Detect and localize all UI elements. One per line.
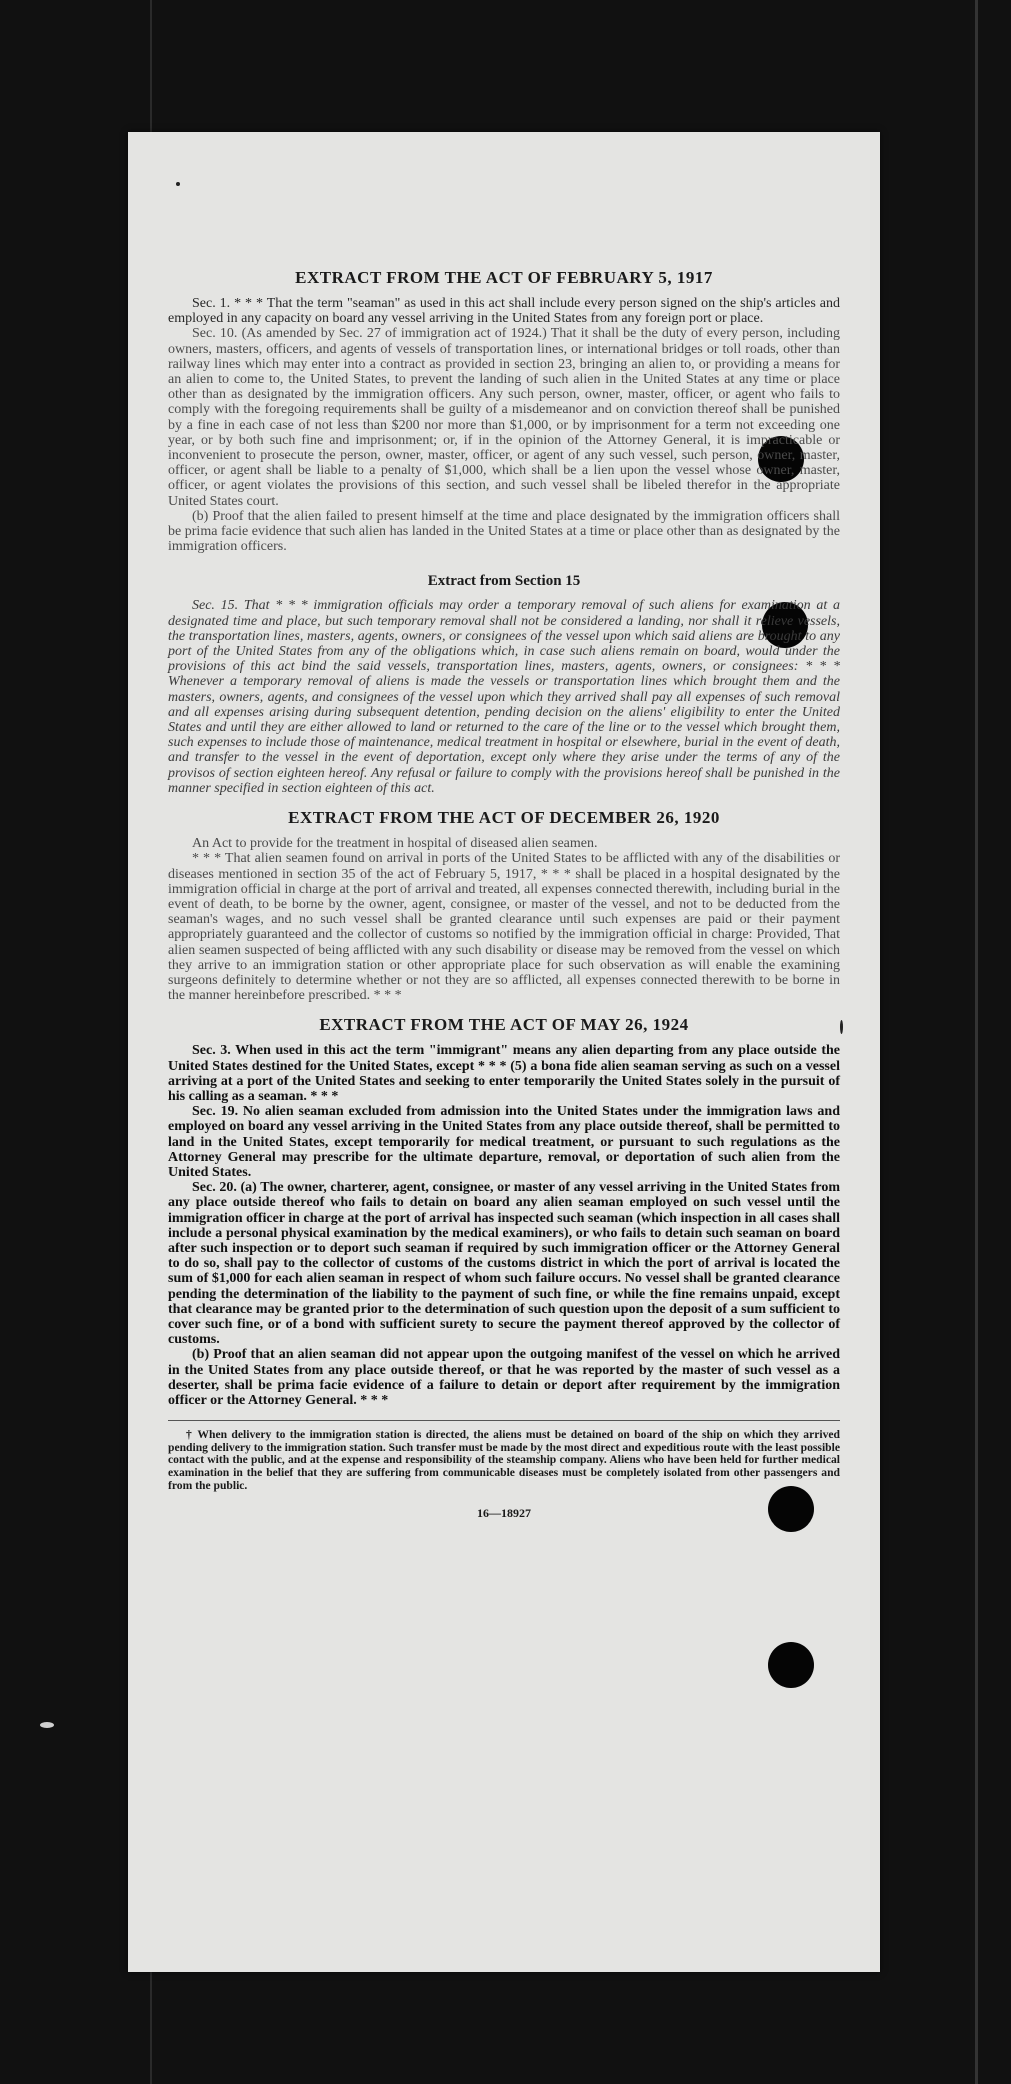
- section-20: Sec. 20. (a) The owner, charterer, agent, consignee, or master of any vessel arriving in the United States from any place outside thereof who fails to detain on board any alien seaman employed on such vessel until the immigration officer in charge at the port of arrival has inspected such seaman (which inspection in all cases shall include a personal physical examination by the medical examiners), or who fails to detain such seaman on board after such inspection or to deport such seaman if required by such immigration officer or the Attorney General to do so, shall pay to the collector of customs of the customs district in which the port of arrival is located the sum of $1,000 for each alien seaman in respect of whom such failure occurs. No vessel shall be granted clearance pending the determination of the liability to the payment of such fine, or while the fine remains unpaid, except that clearance may be granted prior to the determination of such question upon the deposit of a sum sufficient to cover such fine, or of a bond with sufficient surety to secure the payment thereof approved by the collector of customs.: [168, 1180, 840, 1348]
- section-1: Sec. 1. * * * That the term "seaman" as used in this act shall include every person signed on the ship's articles and employed in any capacity on board any vessel arriving in the United States from any foreign port or place.: [168, 296, 840, 327]
- heading-section-15: Extract from Section 15: [427, 573, 581, 590]
- film-scratch: [975, 0, 978, 2084]
- ink-speck: [176, 182, 180, 186]
- act-1920-title: An Act to provide for the treatment in hospital of diseased alien seamen.: [192, 836, 598, 852]
- section-15: Sec. 15. That * * * immigration officials may order a temporary removal of such aliens for examination at a designated time and place, but such temporary removal shall not be considered a landing, nor shall it relieve vessels, the transportation lines, masters, agents, owners, or consignees of the vessel upon which said aliens are brought to any port of the United States from any of the obligations which, in case such aliens remain on board, would under the provisions of this act bind the said vessels, transportation lines, masters, agents, owners, or consignees: * * * Whenever a temporary removal of aliens is made the vessels or transportation lines which brought them and the masters, owners, agents, and consignees of the vessel upon which they arrived shall pay all expenses of such removal and all expenses arising during subsequent detention, pending decision on the aliens' eligibility to enter the United States and until they are either allowed to land or returned to the care of the line or to the vessel which brought them, such expenses to include those of maintenance, medical treatment in hospital or elsewhere, burial in the event of death, and transfer to the vessel in the event of deportation, except only where they arise under the terms of any of the provisos of section eighteen hereof. Any refusal or failure to comply with the provisions hereof shall be punished in the manner specified in section eighteen of this act.: [168, 598, 840, 796]
- section-10: Sec. 10. (As amended by Sec. 27 of immigration act of 1924.) That it shall be the duty of every person, including owners, masters, officers, and agents of vessels of transportation lines, or international bridges or toll roads, other than railway lines which may enter into a contract as provided in section 23, bringing an alien to, or providing a means for an alien to come to, the United States, to prevent the landing of such alien in the United States at any time or place other than as designated by the immigration officers. Any such person, owner, master, officer, or agent who fails to comply with the foregoing requirements shall be guilty of a misdemeanor and on conviction thereof shall be punished by a fine in each case of not less than $200 nor more than $1,000, or by imprisonment for a term not exceeding one year, or by both such fine and imprisonment; or, if in the opinion of the Attorney General, it is impracticable or inconvenient to prosecute the person, owner, master, officer, or agent of any such vessel, such person, owner, master, officer, or agent shall be liable to a penalty of $1,000, which shall be a lien upon the vessel whose owner, master, officer, or agent violates the provisions of this section, and such vessel shall be libeled therefor in the appropriate United States court.: [168, 326, 840, 509]
- act-1920-body: * * * That alien seamen found on arrival in ports of the United States to be afflicted with any of the disabilities or diseases mentioned in section 35 of the act of February 5, 1917, * * * shall be placed in a hospital designated by the immigration official in charge at the port of arrival and treated, all expenses connected therewith, including burial in the event of death, to be borne by the owner, agent, consignee, or master of the vessel, and not to be deducted from the seaman's wages, and no such vessel shall be granted clearance until such expenses are paid or their payment appropriately guaranteed and the collector of customs so notified by the immigration official in charge: Provided, That alien seamen suspected of being afflicted with any such disability or disease may be removed from the vessel on which they arrive to an immigration station or other appropriate place for such observation as will enable the examining surgeons definitely to determine whether or not they are so afflicted, all expenses connected therewith to be borne in the manner hereinbefore prescribed. * * *: [168, 851, 840, 1004]
- section-19: Sec. 19. No alien seaman excluded from admission into the United States under the immigration laws and employed on board any vessel arriving in the United States from any place outside thereof, shall be permitted to land in the United States, except temporarily for medical treatment, or pursuant to such regulations as the Attorney General may prescribe for the ultimate departure, removal, or deportation of such alien from the United States.: [168, 1104, 840, 1180]
- document-body: [168, 268, 840, 1521]
- heading-act-1924: EXTRACT FROM THE ACT OF MAY 26, 1924: [319, 1015, 689, 1035]
- punch-hole: [768, 1642, 814, 1688]
- ink-speck: [840, 1020, 843, 1034]
- form-number: 16—18927: [477, 1506, 531, 1521]
- section-3: Sec. 3. When used in this act the term "immigrant" means any alien departing from any place outside the United States destined for the United States, except * * * (5) a bona fide alien seaman serving as such on a vessel arriving at a port of the United States and seeking to enter temporarily the United States solely in the pursuit of his calling as a seaman. * * *: [168, 1043, 840, 1104]
- section-20b: (b) Proof that an alien seaman did not appear upon the outgoing manifest of the vessel on which he arrived in the United States from any place outside thereof, or that he was reported by the master of such vessel as a deserter, shall be prima facie evidence of a failure to detain or deport after requirement by the immigration officer or the Attorney General. * * *: [168, 1347, 840, 1408]
- document-page: [128, 132, 880, 1972]
- heading-act-1920: EXTRACT FROM THE ACT OF DECEMBER 26, 1920: [288, 808, 720, 828]
- footnote: † When delivery to the immigration station is directed, the aliens must be detained on board of the ship on which they arrived pending delivery to the immigration station. Such transfer must be made by the most direct and expeditious route with the least possible contact with the public, and at the expense and responsibility of the steamship company. Aliens who have been held for further medical examination in the belief that they are suffering from communicable diseases must be completely isolated from other passengers and from the public.: [168, 1428, 840, 1492]
- dust-speck: [40, 1722, 54, 1728]
- footnote-divider: [168, 1420, 840, 1421]
- section-10b: (b) Proof that the alien failed to present himself at the time and place designated by the immigration officers shall be prima facie evidence that such alien has landed in the United States at a time or place other than as designated by the immigration officers.: [168, 508, 840, 555]
- heading-act-1917: EXTRACT FROM THE ACT OF FEBRUARY 5, 1917: [295, 268, 713, 287]
